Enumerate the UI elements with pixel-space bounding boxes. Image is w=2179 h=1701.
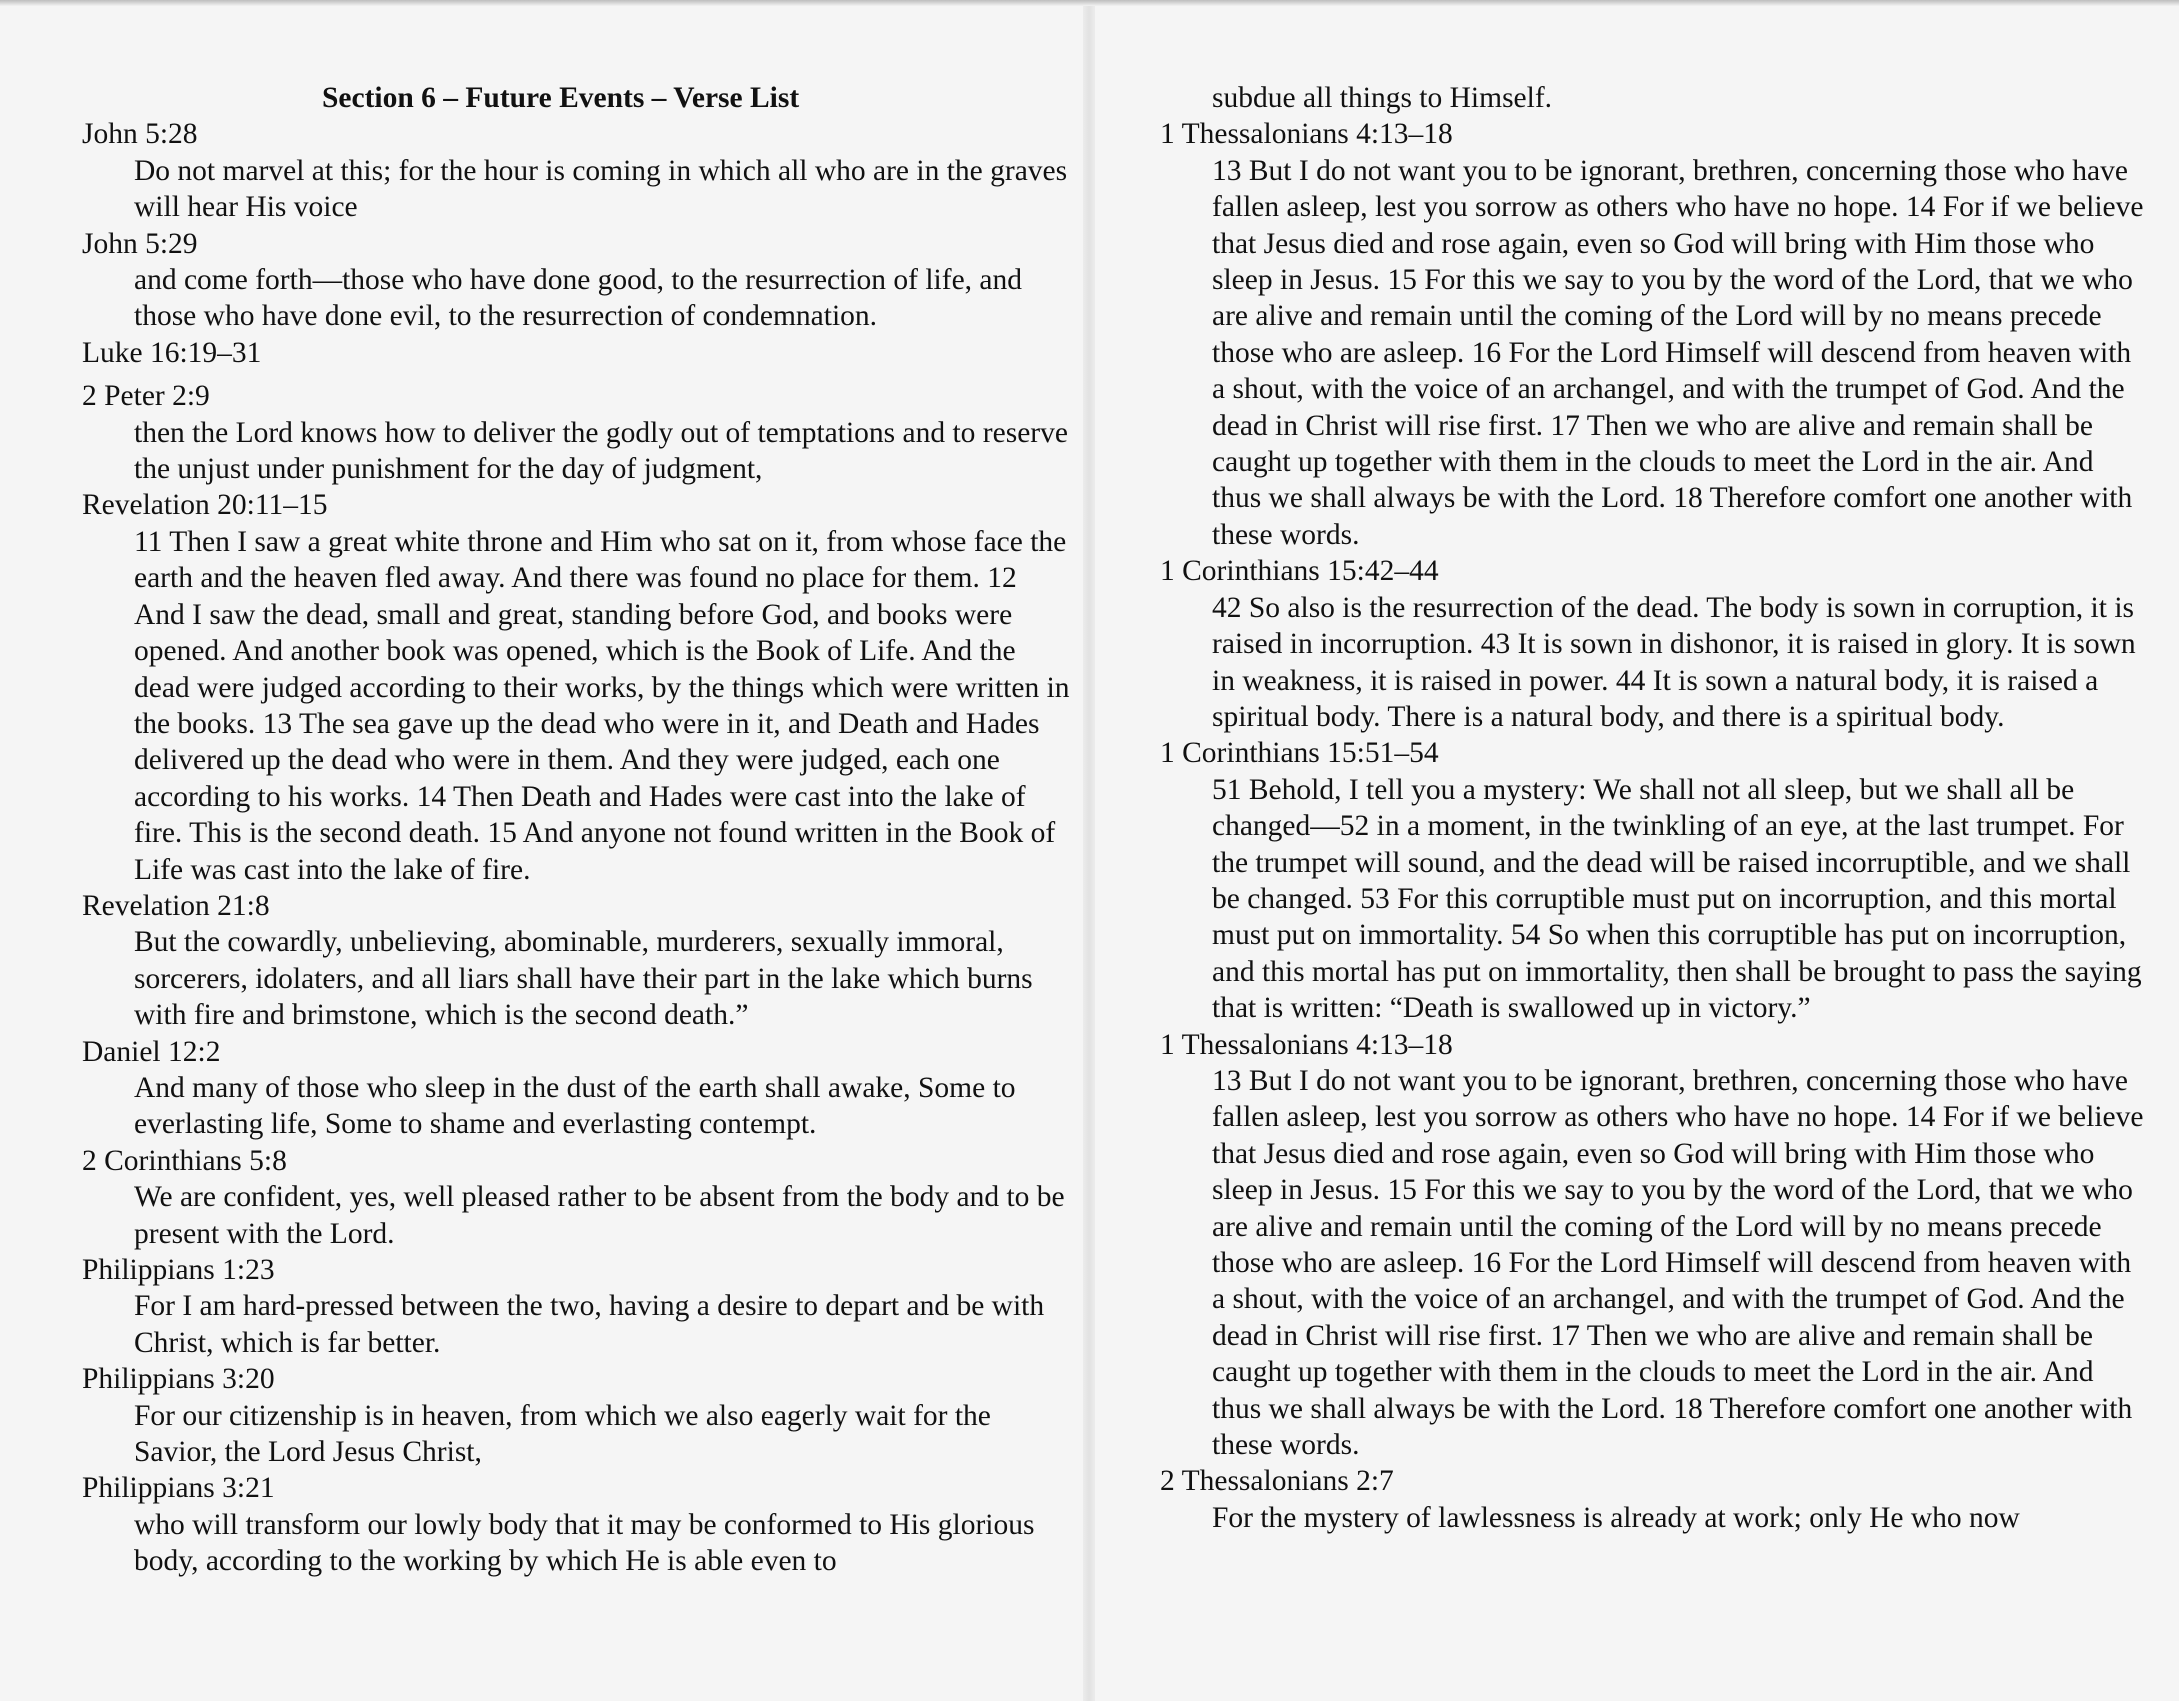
verse-entry xyxy=(82,116,1072,225)
verse-entry xyxy=(82,1361,1072,1470)
entry-spacer xyxy=(82,371,1072,378)
left-column xyxy=(82,80,1072,1580)
verse-reference: John 5:29 xyxy=(82,227,198,260)
verse-text: But the cowardly, unbelieving, abominable, murderers, sexually immoral, sorcerers, idolaters, and all liars shall have their part in the lake which burns with fire and brimstone, which is the second death.” xyxy=(134,926,1033,1032)
verse-text: 42 So also is the resurrection of the dead. The body is sown in corruption, it is raised in incorruption. 43 It is sown in dishonor, it is raised in glory. It is sown in weakness, it is raised in power. 44 It is sown a natural body, it is raised a spiritual body. There is a natural body, and there is a spiritual body. xyxy=(1212,591,2136,733)
verse-entry xyxy=(82,1034,1072,1143)
verse-reference: 2 Thessalonians 2:7 xyxy=(1160,1465,1394,1498)
verse-reference: Philippians 3:20 xyxy=(82,1363,275,1396)
verse-text: We are confident, yes, well pleased rather to be absent from the body and to be present with the Lord. xyxy=(134,1181,1065,1250)
verse-reference: 1 Corinthians 15:51–54 xyxy=(1160,737,1439,770)
verse-text: 13 But I do not want you to be ignorant, brethren, concerning those who have fallen asleep, lest you sorrow as others who have no hope. 14 For if we believe that Jesus died and rose again, even so God will bring with Him those who sleep in Jesus. 15 For this we say to you by the word of the Lord, that we who are alive and remain until the coming of the Lord will by no means precede those who are asleep. 16 For the Lord Himself will descend from heaven with a shout, with the voice of an archangel, and with the trumpet of God. And the dead in Christ will rise first. 17 Then we who are alive and remain shall be caught up together with them in the clouds to meet the Lord in the air. And thus we shall always be with the Lord. 18 Therefore comfort one another with these words. xyxy=(1212,1064,2144,1462)
verse-reference: 2 Peter 2:9 xyxy=(82,380,210,413)
verse-entry xyxy=(82,226,1072,335)
verse-text: And many of those who sleep in the dust of the earth shall awake, Some to everlasting life, Some to shame and everlasting contempt. xyxy=(134,1071,1016,1141)
verse-continuation: subdue all things to Himself. xyxy=(1212,82,1553,114)
verse-text: and come forth—those who have done good, to the resurrection of life, and those who have done evil, to the resurrection of condemnation. xyxy=(134,264,1023,333)
verse-entry xyxy=(1160,553,2150,735)
verse-text: Do not marvel at this; for the hour is coming in which all who are in the graves will hear His voice xyxy=(134,154,1068,224)
verse-entry xyxy=(82,378,1072,487)
verse-text: who will transform our lowly body that it may be conformed to His glorious body, according to the working by which He is able even to xyxy=(134,1508,1035,1578)
verse-entry xyxy=(82,888,1072,1034)
verse-reference: Revelation 20:11–15 xyxy=(82,489,328,522)
verse-reference: 1 Thessalonians 4:13–18 xyxy=(1160,1028,1453,1061)
verse-reference: 2 Corinthians 5:8 xyxy=(82,1144,287,1177)
verse-text: For our citizenship is in heaven, from which we also eagerly wait for the Savior, the Lord Jesus Christ, xyxy=(134,1399,991,1469)
verse-text: 11 Then I saw a great white throne and Him who sat on it, from whose face the earth and the heaven fled away. And there was found no place for them. 12 And I saw the dead, small and great, standing before God, and books were opened. And another book was opened, which is the Book of Life. And the dead were judged according to their works, by the things which were written in the books. 13 The sea gave up the dead who were in it, and Death and Hades delivered up the dead who were in them. And they were judged, each one according to his works. 14 Then Death and Hades were cast into the lake of fire. This is the second death. 15 And anyone not found written in the Book of Life was cast into the lake of fire. xyxy=(134,525,1070,886)
verse-entry xyxy=(82,335,1072,378)
verse-reference: Luke 16:19–31 xyxy=(82,336,262,369)
verse-text: For I am hard-pressed between the two, having a desire to depart and be with Christ, which is far better. xyxy=(134,1290,1045,1359)
verse-entry xyxy=(1160,1027,2150,1464)
verse-entry xyxy=(1160,735,2150,1026)
verse-reference: Revelation 21:8 xyxy=(82,889,270,922)
verse-text: 13 But I do not want you to be ignorant, brethren, concerning those who have fallen asleep, lest you sorrow as others who have no hope. 14 For if we believe that Jesus died and rose again, even so God will bring with Him those who sleep in Jesus. 15 For this we say to you by the word of the Lord, that we who are alive and remain until the coming of the Lord will by no means precede those who are asleep. 16 For the Lord Himself will descend from heaven with a shout, with the voice of an archangel, and with the trumpet of God. And the dead in Christ will rise first. 17 Then we who are alive and remain shall be caught up together with them in the clouds to meet the Lord in the air. And thus we shall always be with the Lord. 18 Therefore comfort one another with these words. xyxy=(1212,154,2144,551)
verse-entry xyxy=(1160,1463,2150,1536)
verse-entry xyxy=(82,1143,1072,1252)
verse-text: 51 Behold, I tell you a mystery: We shall not all sleep, but we shall all be changed—52 in a moment, in the twinkling of an eye, at the last trumpet. For the trumpet will sound, and the dead will be raised incorruptible, and we shall be changed. 53 For this corruptible must put on incorruption, and this mortal must put on immortality. 54 So when this corruptible has put on incorruption, and this mortal has put on immortality, then shall be brought to pass the saying that is written: “Death is swallowed up in victory.” xyxy=(1212,773,2142,1025)
verse-entry xyxy=(82,1252,1072,1361)
verse-entry xyxy=(82,1470,1072,1579)
verse-reference: 1 Corinthians 15:42–44 xyxy=(1160,555,1439,588)
right-column xyxy=(1160,80,2150,1536)
verse-reference: Philippians 1:23 xyxy=(82,1254,275,1286)
verse-reference: Philippians 3:21 xyxy=(82,1472,275,1505)
verse-text: For the mystery of lawlessness is already at work; only He who now xyxy=(1212,1501,2020,1534)
verse-reference: Daniel 12:2 xyxy=(82,1035,221,1068)
book-gutter xyxy=(1083,0,1095,1701)
verse-text: then the Lord knows how to deliver the godly out of temptations and to reserve the unjust under punishment for the day of judgment, xyxy=(134,416,1068,486)
verse-entry xyxy=(1160,116,2150,553)
scan-top-edge xyxy=(0,0,2179,6)
section-heading: Section 6 – Future Events – Verse List xyxy=(322,82,800,114)
verse-entry xyxy=(82,487,1072,887)
verse-reference: John 5:28 xyxy=(82,118,198,151)
verse-reference: 1 Thessalonians 4:13–18 xyxy=(1160,118,1453,151)
